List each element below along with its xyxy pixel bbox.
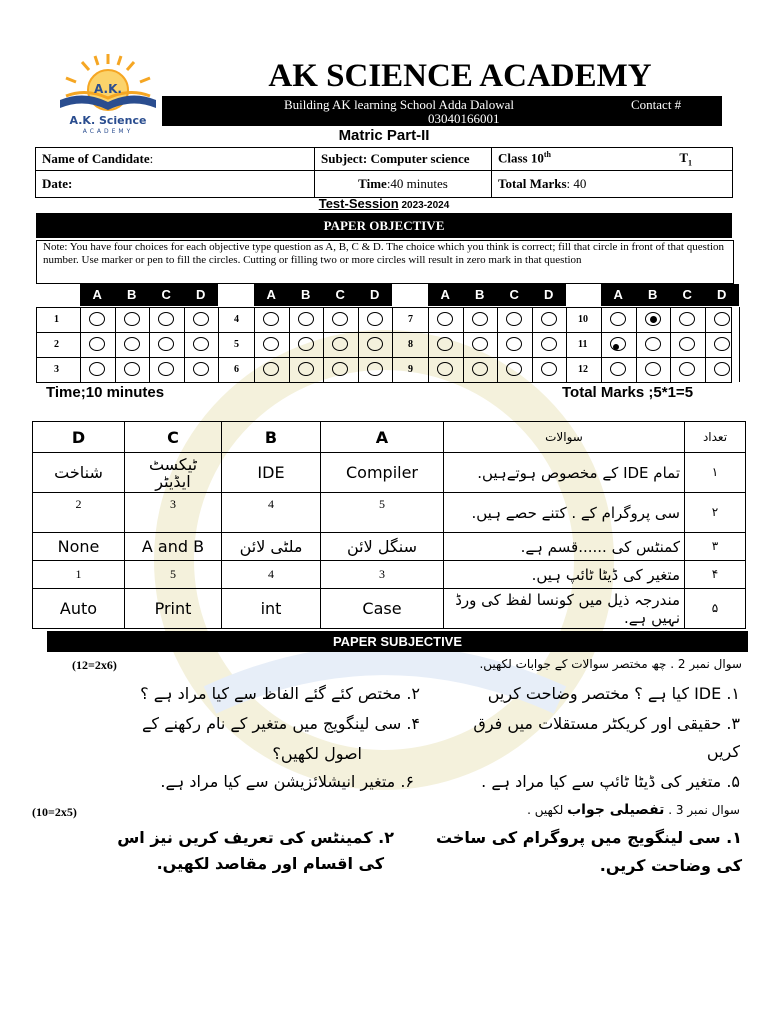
q2-instruction: سوال نمبر 2 . چھ مختصر سوالات کے جوابات لکھیں. [479, 657, 742, 671]
answer-bubble [645, 312, 661, 326]
short-question-1: ۱. IDE کیا ہے ؟ مختصر وضاحت کریں [487, 684, 740, 703]
grid-column-line [463, 307, 464, 382]
mcq-cell: 5 [125, 561, 222, 589]
question-number: 12 [578, 364, 588, 375]
answer-bubble [541, 362, 557, 376]
question-number: 9 [408, 364, 413, 375]
name-colon: : [149, 151, 154, 166]
option-header-a: A [80, 284, 115, 306]
question-number: 7 [408, 314, 413, 325]
question-number: 4 [234, 314, 239, 325]
option-header-b: B [115, 284, 150, 306]
mcq-cell: int [222, 589, 321, 629]
col-b-header: B [222, 422, 321, 453]
term-letter: T [679, 150, 688, 166]
answer-bubble [437, 312, 453, 326]
date-label: Date: [36, 171, 315, 198]
objective-total-marks: Total Marks ;5*1=5 [562, 384, 694, 401]
grid-column-line [323, 307, 324, 382]
answer-bubble [332, 312, 348, 326]
option-header-a: A [601, 284, 636, 306]
mcq-number: ۳ [685, 533, 746, 561]
term-sub: 1 [688, 158, 692, 168]
answer-bubble [298, 337, 314, 351]
grid-column-line [428, 307, 429, 382]
name-label: Name of Candidate [42, 151, 150, 166]
objective-note: Note: You have four choices for each objective type question as A, B, C & D. The choice which you think is correct; fill that circle in front of that question number. Use marker or pen to fill the circles. Cutting or filling two or more circles will result in zero mark in that question [36, 240, 734, 284]
option-header-b: B [289, 284, 324, 306]
answer-bubble [124, 337, 140, 351]
answer-bubble [610, 362, 626, 376]
mcq-cell: 3 [321, 561, 444, 589]
answer-bubble [124, 312, 140, 326]
mcq-question: متغیر کی ڈیٹا ٹائپ ہیں. [444, 561, 685, 589]
grid-column-line [218, 307, 219, 382]
mcq-cell: Auto [33, 589, 125, 629]
mcq-cell: IDE [222, 453, 321, 493]
answer-bubble [332, 362, 348, 376]
question-number: 10 [578, 314, 588, 325]
grid-column-line [289, 307, 290, 382]
session-years: 2023-2024 [398, 200, 450, 211]
grid-column-line [497, 307, 498, 382]
answer-bubble [714, 362, 730, 376]
grid-column-line [705, 307, 706, 382]
paper-objective-heading: PAPER OBJECTIVE [36, 213, 732, 238]
short-question-2: ۲. مختص کئے گئے الفاظ سے کیا مراد ہے ؟ [140, 684, 420, 703]
grid-row-line [36, 382, 732, 383]
question-number: 11 [578, 339, 588, 350]
long-question-2: ۲. کمینٹس کی تعریف کریں نیز اس [117, 828, 394, 847]
answer-bubble [298, 312, 314, 326]
grid-column-line [392, 307, 393, 382]
answer-bubble [193, 337, 209, 351]
grid-border-top [36, 307, 732, 308]
answer-bubble [158, 312, 174, 326]
answer-bubble [367, 337, 383, 351]
mcq-question: مندرجہ ذیل میں کونسا لفظ کی ورڈ نہیں ہے. [444, 589, 685, 629]
q3-suffix: لکھیں . [527, 803, 568, 817]
answer-bubble [679, 337, 695, 351]
question-number: 6 [234, 364, 239, 375]
time-label: Time [358, 176, 387, 191]
answer-bubble [541, 312, 557, 326]
grid-column-line [358, 307, 359, 382]
answer-bubble [506, 337, 522, 351]
option-header-d: D [532, 284, 567, 306]
answer-bubble [610, 337, 626, 351]
exam-title: Matric Part-II [338, 127, 430, 144]
grid-column-line [566, 307, 567, 382]
answer-bubble [89, 362, 105, 376]
q2-marks: (12=2x6) [72, 658, 117, 672]
answer-bubble [714, 337, 730, 351]
answer-bubble [158, 337, 174, 351]
question-number: 1 [54, 314, 59, 325]
mcq-cell: ٹیکسٹ ایڈیٹر [125, 453, 222, 493]
long-question-1-cont: کی وضاحت کریں. [599, 856, 742, 875]
answer-bubble [472, 312, 488, 326]
mcq-cell: 4 [222, 493, 321, 533]
mcq-cell: 2 [33, 493, 125, 533]
q3-marks: (10=2x5) [32, 805, 77, 819]
col-question-header: سوالات [444, 422, 685, 453]
answer-bubble [506, 312, 522, 326]
mcq-cell: شناخت [33, 453, 125, 493]
q3-prefix: سوال نمبر 3 . [664, 803, 740, 817]
short-question-3-cont: کریں [706, 742, 740, 761]
short-question-4: ۴. سی لینگویج میں متغیر کے نام رکھنے کے [141, 714, 420, 733]
long-question-2-cont: کی اقسام اور مقاصد لکھیں. [156, 854, 384, 873]
contact-number: 03040166001 [428, 111, 500, 126]
answer-bubble [437, 337, 453, 351]
option-header-d: D [184, 284, 219, 306]
answer-bubble [541, 337, 557, 351]
subject-label: Subject: Computer science [315, 148, 492, 171]
mcq-number: ۲ [685, 493, 746, 533]
short-question-4-cont: اصول لکھیں؟ [272, 744, 362, 763]
answer-bubble [472, 337, 488, 351]
mcq-question: سی پروگرام کے . کتنے حصے ہیں. [444, 493, 685, 533]
answer-bubble [506, 362, 522, 376]
time-value: :40 minutes [386, 176, 448, 191]
mcq-cell: سنگل لائن [321, 533, 444, 561]
mcq-question: کمنٹس کی ......قسم ہے. [444, 533, 685, 561]
grid-column-line [184, 307, 185, 382]
grid-border-right [731, 307, 732, 382]
mcq-table [32, 421, 746, 629]
long-question-1: ۱. سی لینگویج میں پروگرام کی ساخت [435, 828, 742, 847]
option-header-c: C [149, 284, 184, 306]
grid-column-line [601, 307, 602, 382]
logo-subtitle: ACADEMY [82, 128, 134, 135]
mcq-question: تمام IDE کے مخصوص ہوتےہیں. [444, 453, 685, 493]
mcq-cell: 5 [321, 493, 444, 533]
mcq-cell: None [33, 533, 125, 561]
mcq-cell: Case [321, 589, 444, 629]
option-header-a: A [428, 284, 463, 306]
answer-bubble [298, 362, 314, 376]
mcq-cell: Print [125, 589, 222, 629]
answer-bubble [158, 362, 174, 376]
mcq-cell: Compiler [321, 453, 444, 493]
answer-bubble [367, 362, 383, 376]
answer-bubble [124, 362, 140, 376]
short-question-6: ۶. متغیر انیشلائزیشن سے کیا مراد ہے. [160, 772, 414, 791]
grid-row-line [36, 332, 732, 333]
short-question-5: ۵. متغیر کی ڈیٹا ٹائپ سے کیا مراد ہے . [481, 772, 740, 791]
answer-bubble [679, 312, 695, 326]
mcq-number: ۱ [685, 453, 746, 493]
mcq-cell: 4 [222, 561, 321, 589]
question-number: 5 [234, 339, 239, 350]
objective-time: Time;10 minutes [46, 384, 165, 401]
option-header-a: A [254, 284, 289, 306]
option-header-b: B [636, 284, 671, 306]
contact-label: Contact # [631, 97, 682, 112]
answer-bubble [89, 312, 105, 326]
academy-title: AK SCIENCE ACADEMY [268, 58, 652, 94]
answer-bubble [645, 362, 661, 376]
answer-bubble [263, 337, 279, 351]
mcq-cell: 3 [125, 493, 222, 533]
class-label: Class 10 [498, 150, 544, 166]
option-header-c: C [670, 284, 705, 306]
answer-bubble [193, 312, 209, 326]
mcq-number: ۵ [685, 589, 746, 629]
q3-instruction [527, 802, 740, 818]
grid-column-line [254, 307, 255, 382]
option-header-d: D [358, 284, 393, 306]
answer-bubble [367, 312, 383, 326]
mcq-cell: A and B [125, 533, 222, 561]
col-count-header: تعداد [685, 422, 746, 453]
q3-bold: تفصیلی جواب [567, 802, 665, 818]
logo-initials: A.K. [94, 82, 122, 96]
grid-column-line [670, 307, 671, 382]
answer-bubble [437, 362, 453, 376]
grid-row-line [36, 357, 732, 358]
grid-column-line [36, 307, 37, 382]
question-number: 2 [54, 339, 59, 350]
mcq-number: ۴ [685, 561, 746, 589]
total-marks-value: : 40 [566, 176, 587, 191]
grid-column-line [739, 307, 740, 382]
answer-bubble [89, 337, 105, 351]
answer-bubble-grid [0, 0, 768, 400]
logo-name: A.K. Science [69, 114, 147, 127]
col-d-header: D [33, 422, 125, 453]
answer-bubble [472, 362, 488, 376]
col-a-header: A [321, 422, 444, 453]
option-header-d: D [705, 284, 740, 306]
option-header-c: C [497, 284, 532, 306]
answer-bubble [263, 362, 279, 376]
col-c-header: C [125, 422, 222, 453]
option-header-c: C [323, 284, 358, 306]
short-question-3: ۳. حقیقی اور کریکٹر مستقلات میں فرق [473, 714, 740, 733]
grid-column-line [149, 307, 150, 382]
answer-bubble [645, 337, 661, 351]
grid-column-line [532, 307, 533, 382]
mcq-cell: ملٹی لائن [222, 533, 321, 561]
session-label: Test-Session [318, 196, 399, 211]
class-sup: th [543, 150, 551, 160]
answer-bubble [263, 312, 279, 326]
answer-bubble [714, 312, 730, 326]
grid-column-line [115, 307, 116, 382]
option-header-b: B [463, 284, 498, 306]
answer-bubble [610, 312, 626, 326]
paper-subjective-heading: PAPER SUBJECTIVE [47, 631, 748, 652]
answer-bubble [193, 362, 209, 376]
answer-bubble [332, 337, 348, 351]
answer-bubble [679, 362, 695, 376]
mcq-cell: 1 [33, 561, 125, 589]
grid-column-line [80, 307, 81, 382]
total-marks-label: Total Marks [498, 176, 567, 191]
question-number: 8 [408, 339, 413, 350]
grid-column-line [636, 307, 637, 382]
address-text: Building AK learning School Adda Dalowal [284, 97, 515, 112]
question-number: 3 [54, 364, 59, 375]
